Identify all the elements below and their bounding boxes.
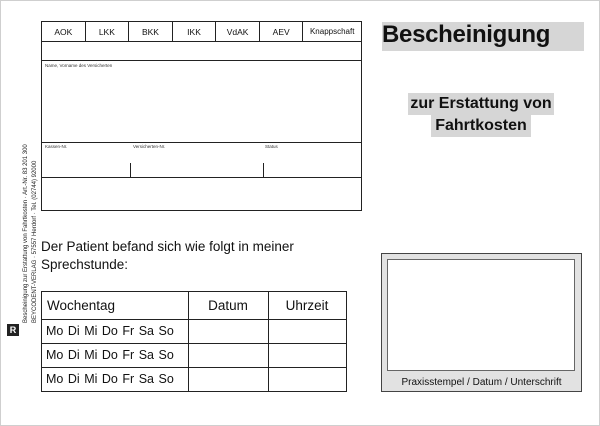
day-di[interactable]: Di xyxy=(67,372,80,386)
date-field[interactable] xyxy=(189,344,267,367)
insurer-ikk[interactable]: IKK xyxy=(173,22,217,41)
table-row xyxy=(46,368,178,391)
subtitle-line-1: zur Erstattung von xyxy=(408,93,553,115)
day-fr[interactable]: Fr xyxy=(122,372,135,386)
versicherten-nr-field[interactable] xyxy=(132,151,262,175)
day-mo[interactable]: Mo xyxy=(46,348,64,362)
patient-statement-line-2: Sprechstunde: xyxy=(41,257,129,272)
publisher-info-line-1: Bescheinigung zur Erstattung von Fahrtkosten · Art.-Nr. 83 201 300 xyxy=(23,144,29,323)
status-label: Status xyxy=(265,144,278,149)
day-do[interactable]: Do xyxy=(101,324,118,338)
patient-statement xyxy=(41,238,361,274)
kassen-nr-field[interactable] xyxy=(43,151,129,175)
day-mo[interactable]: Mo xyxy=(46,324,64,338)
appointment-table xyxy=(41,291,347,392)
day-mi[interactable]: Mi xyxy=(84,372,98,386)
versicherten-nr-label: Versicherten-Nr. xyxy=(133,144,166,149)
time-field[interactable] xyxy=(269,368,346,391)
day-fr[interactable]: Fr xyxy=(122,348,135,362)
name-field-label: Name, Vorname des Versicherten xyxy=(45,63,113,68)
status-field[interactable] xyxy=(265,151,361,175)
insurance-box xyxy=(41,21,362,211)
divider-line xyxy=(42,177,361,178)
day-so[interactable]: So xyxy=(158,348,174,362)
page-title: Bescheinigung xyxy=(382,21,551,48)
divider-line xyxy=(42,142,361,143)
date-field[interactable] xyxy=(189,320,267,343)
day-di[interactable]: Di xyxy=(67,324,80,338)
day-mo[interactable]: Mo xyxy=(46,372,64,386)
day-so[interactable]: So xyxy=(158,324,174,338)
stamp-field[interactable] xyxy=(387,259,575,371)
divider-line xyxy=(130,163,131,178)
insurer-aev[interactable]: AEV xyxy=(260,22,304,41)
date-field[interactable] xyxy=(189,368,267,391)
kassen-nr-label: Kassen-Nr. xyxy=(45,144,68,149)
day-do[interactable]: Do xyxy=(101,348,118,362)
divider-line xyxy=(42,60,361,61)
day-mi[interactable]: Mi xyxy=(84,324,98,338)
column-header-datum: Datum xyxy=(208,298,248,313)
subtitle xyxy=(381,93,581,137)
day-do[interactable]: Do xyxy=(101,372,118,386)
day-sa[interactable]: Sa xyxy=(138,348,154,362)
time-field[interactable] xyxy=(269,320,346,343)
title-highlight xyxy=(382,22,584,51)
publisher-info xyxy=(22,144,40,323)
insurer-bkk[interactable]: BKK xyxy=(129,22,173,41)
insurer-vdak[interactable]: VdAK xyxy=(216,22,260,41)
day-mi[interactable]: Mi xyxy=(84,348,98,362)
day-fr[interactable]: Fr xyxy=(122,324,135,338)
publisher-logo: R xyxy=(7,324,19,336)
day-di[interactable]: Di xyxy=(67,348,80,362)
column-header-wochentag: Wochentag xyxy=(47,298,116,313)
insurer-aok[interactable]: AOK xyxy=(42,22,86,41)
day-so[interactable]: So xyxy=(158,372,174,386)
table-row xyxy=(46,320,178,343)
patient-statement-line-1: Der Patient befand sich wie folgt in meiner xyxy=(41,239,294,254)
name-field[interactable] xyxy=(43,70,361,140)
publisher-info-line-2: BEYCODENT-VERLAG · 57557 Herdorf · Tel. (02744) 92000 xyxy=(32,160,38,323)
insurer-lkk[interactable]: LKK xyxy=(86,22,130,41)
divider-line xyxy=(263,163,264,178)
insurer-knappschaft[interactable]: Knappschaft xyxy=(309,27,355,36)
column-header-uhrzeit: Uhrzeit xyxy=(285,298,329,313)
table-row xyxy=(46,344,178,367)
stamp-label: Praxisstempel / Datum / Unterschrift xyxy=(401,377,562,388)
subtitle-line-2: Fahrtkosten xyxy=(431,115,531,137)
time-field[interactable] xyxy=(269,344,346,367)
day-sa[interactable]: Sa xyxy=(138,324,154,338)
insurer-header-row xyxy=(42,22,361,42)
stamp-area xyxy=(381,253,582,392)
day-sa[interactable]: Sa xyxy=(138,372,154,386)
